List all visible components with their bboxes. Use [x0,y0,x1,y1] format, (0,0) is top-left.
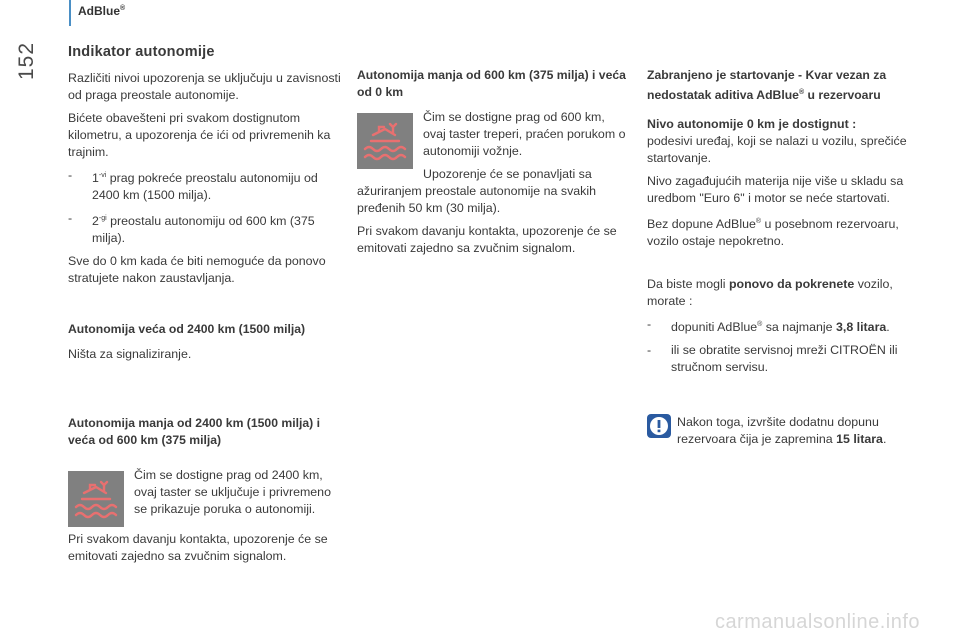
sub-heading: Nivo autonomije 0 km je dostignut : [647,117,857,132]
paragraph: Čim se dostigne prag od 600 km, ovaj taster treperi, praćen porukom o autonomiji vožnje. [423,110,626,158]
warning-note: Nakon toga, izvršite dodatnu dopunu rezervoara čija je zapremina 15 litara. [647,414,922,448]
header-accent-bar [69,0,71,26]
section-heading: Autonomija manja od 600 km (375 milja) i veća od 0 km [357,68,626,99]
section-heading: Autonomija veća od 2400 km (1500 milja) [68,322,306,337]
column-2 [357,67,627,263]
paragraph: Pri svakom davanju kontakta, upozorenje će se emitovati zajedno sa zvučnim signalom. [357,224,617,255]
threshold-list [68,167,343,247]
paragraph: Ništa za signaliziranje. [68,347,192,362]
list-item: - $2^{-gi}$ preostalu autonomiju od 600 km (375 milja). [68,211,315,246]
paragraph: Bez dopune AdBlue® u posebnom rezervoaru, vozilo ostaje nepokretno. [647,217,899,249]
paragraph: Nivo zagađujućih materija nije više u skladu sa uredbom "Euro 6" i motor se neće startovati. [647,174,904,206]
paragraph: Sve do 0 km kada će biti nemoguće da ponovo stratujete nakon zaustavljanja. [68,254,326,286]
column-1 [68,40,343,571]
page-title: Indikator autonomije [68,44,215,60]
paragraph: Bićete obavešteni pri svakom dostignutom kilometru, a upozorenja će ići od privremenih ka trajnim. [68,111,331,159]
column-3 [647,67,922,448]
exclamation-icon [647,414,671,438]
paragraph: Upozorenje će se ponavljati sa ažuriranjem preostale autonomije na svakih pređenih 50 km (30 milja). [357,167,596,215]
section-heading: Zabranjeno je startovanje - Kvar vezan za nedostatak aditiva AdBlue® u rezervoaru [647,68,887,103]
paragraph: Da biste mogli ponovo da pokrenete vozilo, morate : [647,277,893,309]
paragraph: podesivi uređaj, koji se nalazi u vozilu, sprečiće startovanje. [647,134,907,166]
paragraph: Pri svakom davanju kontakta, upozorenje će se emitovati zajedno sa zvučnim signalom. [68,532,328,564]
page-number: 152 [15,41,38,81]
list-item: - dopuniti AdBlue® sa najmanje 3,8 litara. [647,317,890,335]
paragraph: Čim se dostigne prag od 2400 km, ovaj taster se uključuje i privremeno se prikazuje poruka o autonomiji. [134,468,331,517]
list-item: - $1^{-vi}$ prag pokreće preostalu autonomiju od 2400 km (1500 milja). [68,168,318,203]
adblue-warning-icon [357,113,413,169]
watermark: carmanualsonline.info [714,611,920,633]
list-item: - ili se obratite servisnoj mreži CITROËN ili stručnom servisu. [647,343,898,375]
adblue-warning-icon [68,471,124,527]
header-title: AdBlue® [78,4,126,18]
paragraph: Različiti nivoi upozorenja se uključuju u zavisnosti od praga preostale autonomije. [68,71,341,102]
section-heading: Autonomija manja od 2400 km (1500 milja) i veća od 600 km (375 milja) [68,416,320,448]
